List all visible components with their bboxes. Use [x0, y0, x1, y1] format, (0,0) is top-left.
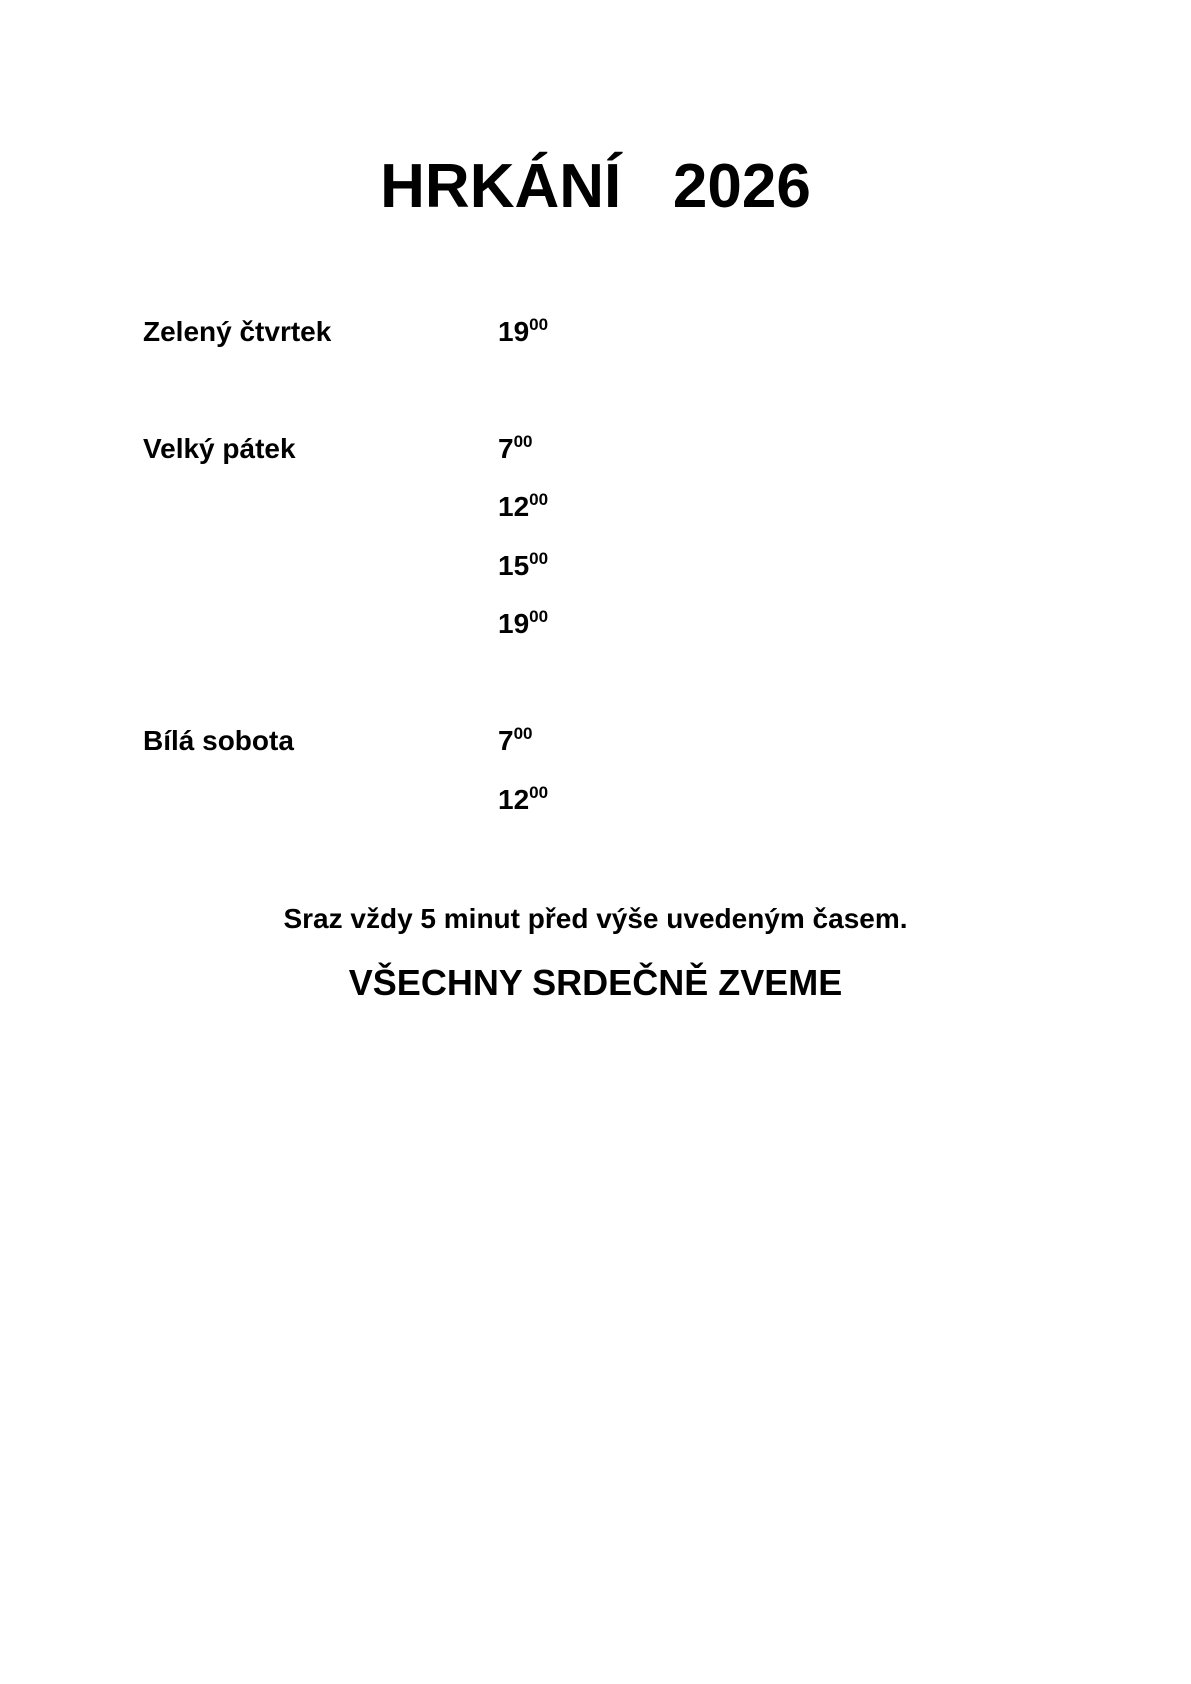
day-label-saturday: Bílá sobota: [143, 725, 294, 756]
time-entry: [498, 607, 548, 641]
page-title: HRKÁNÍ 2026: [380, 152, 811, 221]
time-minutes: 00: [529, 607, 549, 626]
time-hour: 19: [498, 316, 530, 347]
day-label-thursday: Zelený čtvrtek: [143, 316, 332, 347]
time-minutes: 00: [529, 315, 549, 334]
time-minutes: 00: [529, 490, 549, 509]
time-entry: [498, 549, 548, 583]
time-minutes: 00: [513, 432, 533, 451]
time-entry: [498, 783, 548, 817]
time-entry: [498, 724, 533, 758]
time-hour: 15: [498, 550, 530, 581]
time-hour: 12: [498, 784, 530, 815]
time-hour: 12: [498, 491, 530, 522]
time-minutes: 00: [529, 549, 549, 568]
time-hour: 7: [498, 725, 514, 756]
time-minutes: 00: [529, 783, 549, 802]
time-hour: 19: [498, 608, 530, 639]
day-label-friday: Velký pátek: [143, 433, 296, 464]
time-entry: [498, 490, 548, 524]
meeting-note: Sraz vždy 5 minut před výše uvedeným časem.: [283, 903, 908, 934]
time-minutes: 00: [513, 724, 533, 743]
time-entry: [498, 432, 533, 466]
invitation-text: VŠECHNY SRDEČNĚ ZVEME: [348, 962, 843, 1003]
time-entry: [498, 315, 548, 349]
time-hour: 7: [498, 433, 514, 464]
